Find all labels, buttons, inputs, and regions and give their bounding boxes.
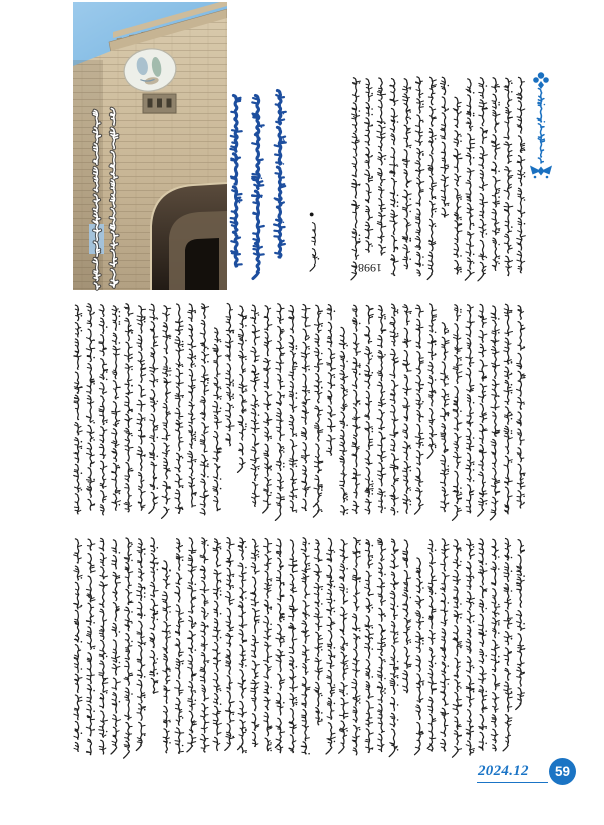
byline-name	[310, 223, 319, 272]
issue-date: 2024.12	[478, 763, 529, 779]
arched-gateway	[151, 183, 227, 290]
section-masthead	[530, 72, 552, 178]
stone-plaque	[143, 94, 176, 113]
issue-underline	[477, 782, 548, 783]
gate-tower-photo	[73, 2, 227, 290]
blue-sign-patch	[89, 224, 104, 254]
body-text-bottom-block	[74, 538, 525, 759]
byline-bullet: ●	[309, 209, 315, 219]
knot-ornament-bottom	[530, 166, 552, 179]
page-number-badge: 59	[549, 758, 576, 785]
article-title	[230, 91, 285, 279]
year-1998: 1998	[358, 261, 382, 275]
body-text-middle-block	[74, 304, 526, 521]
article-photo	[73, 2, 227, 290]
knot-ornament-top	[533, 72, 549, 89]
body-text-intro-block	[351, 77, 525, 281]
